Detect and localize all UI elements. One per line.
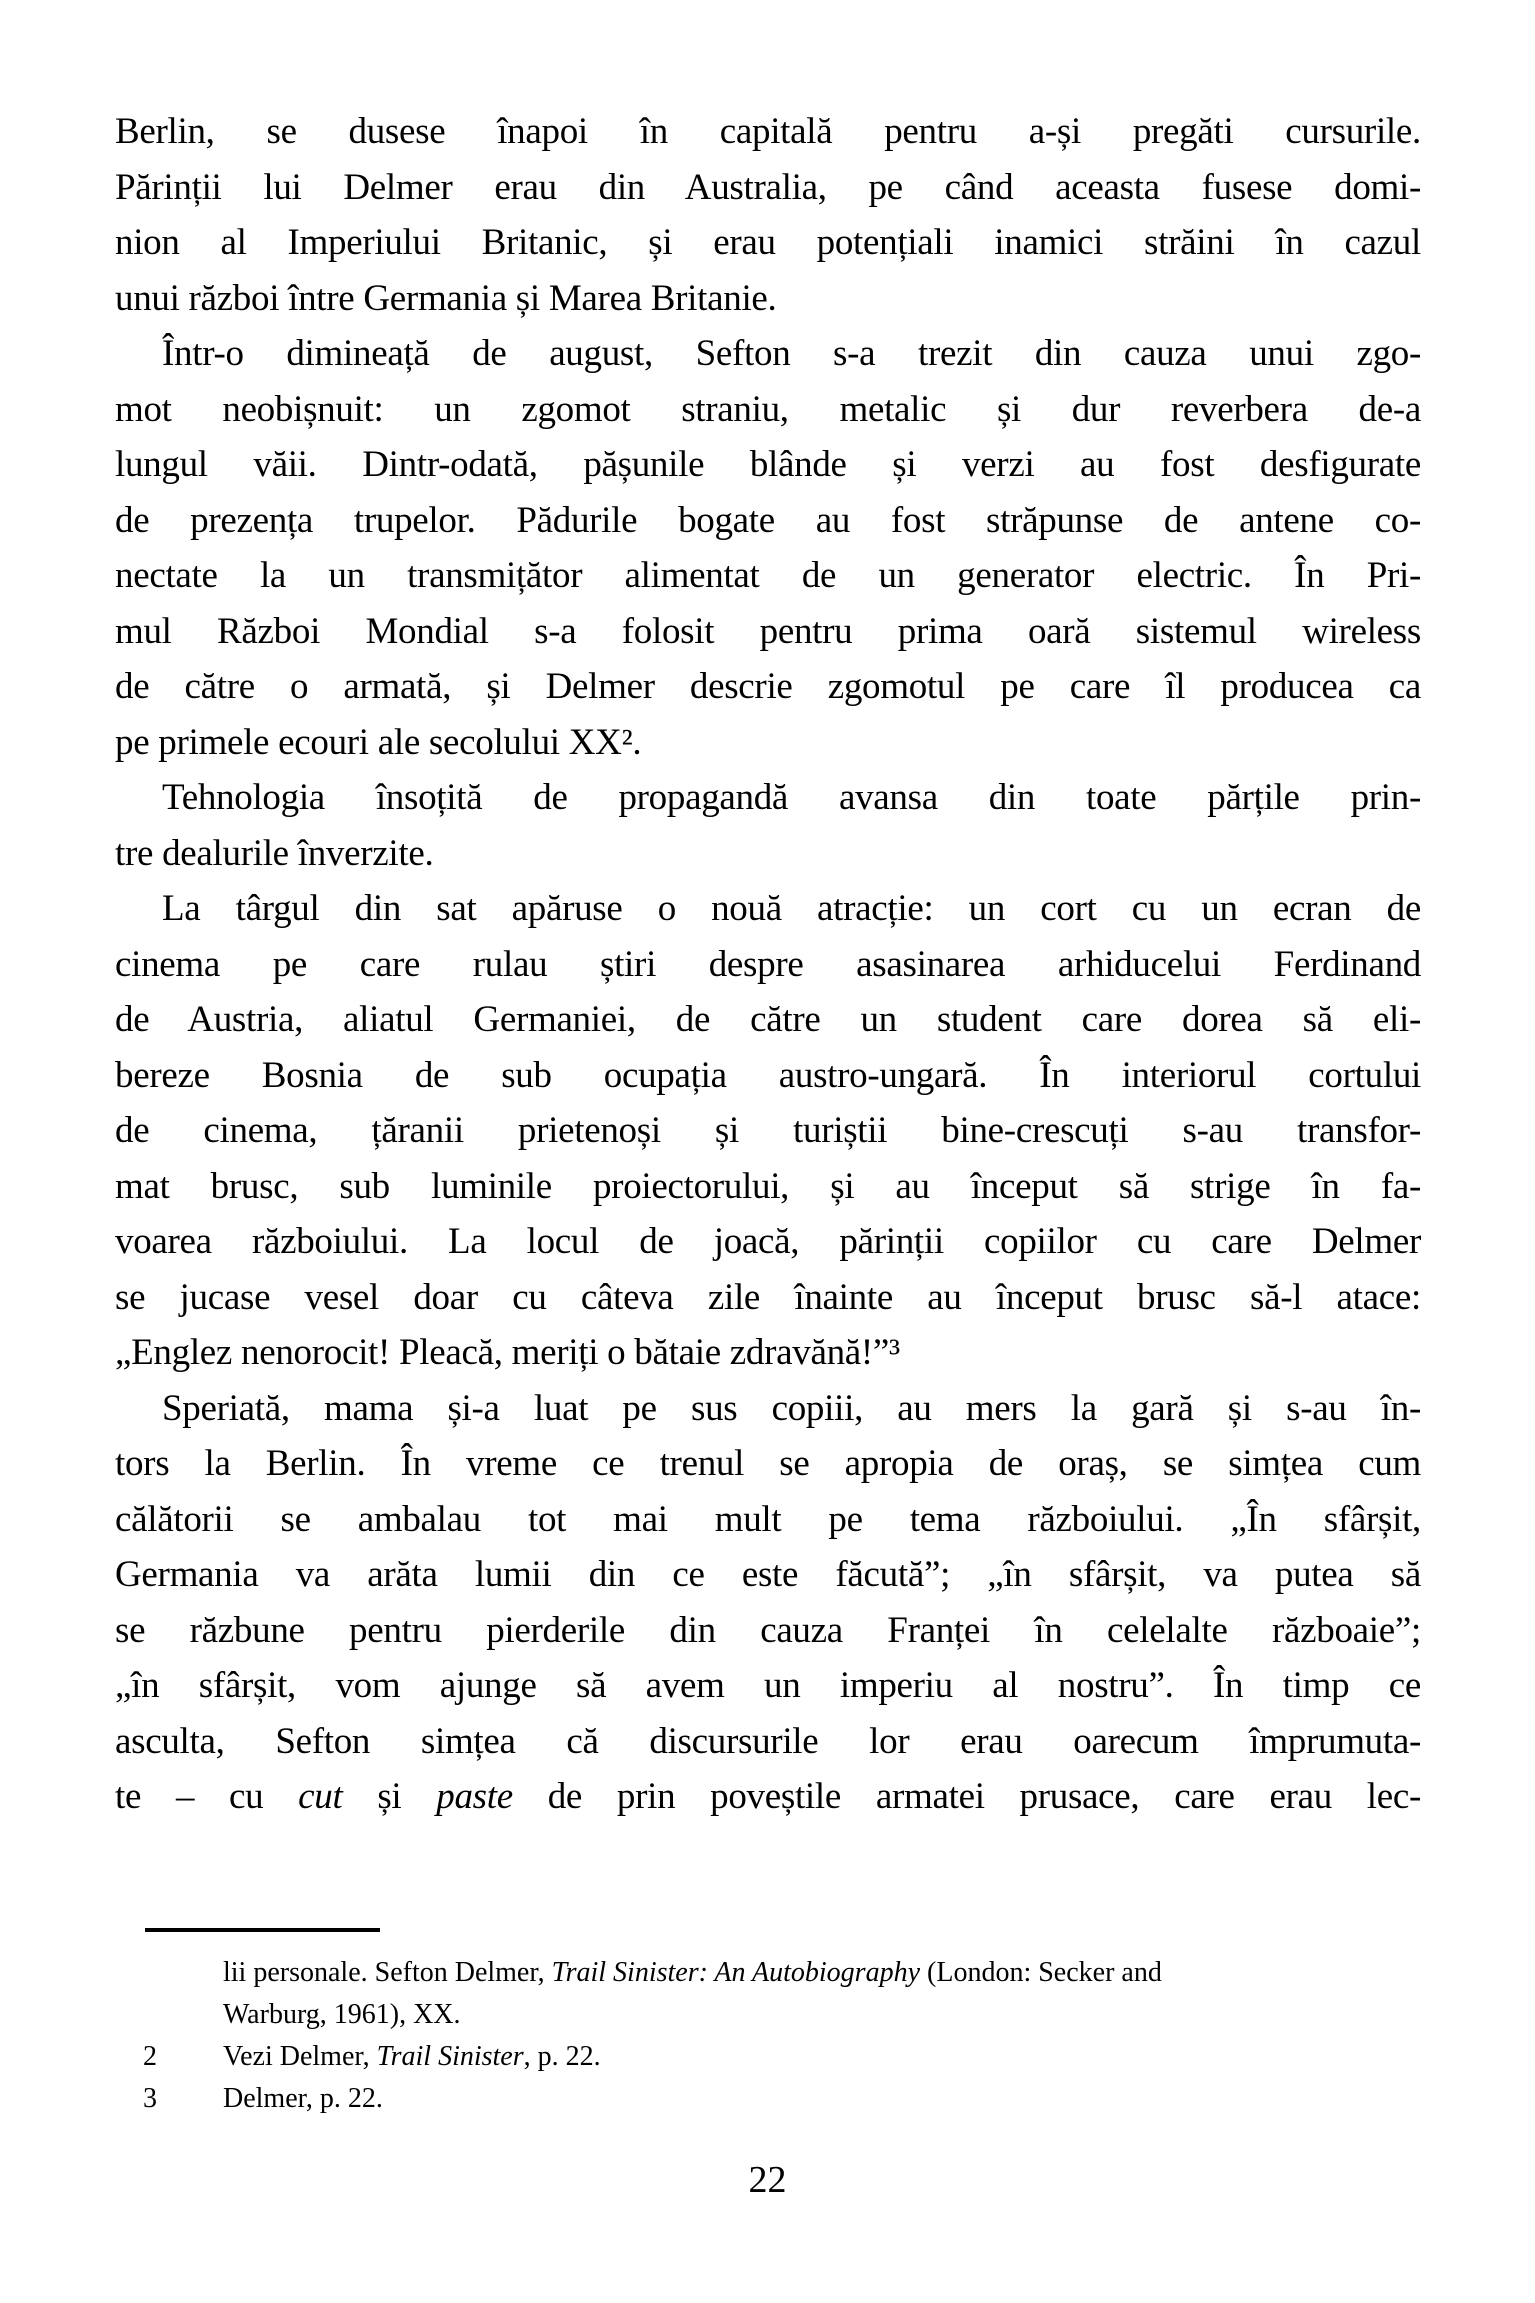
text-line: se răzbune pentru pierderile din cauza Franței în celelalte războaie”; — [115, 1609, 1421, 1651]
text-line: lungul văii. Dintr-odată, pășunile blânde și verzi au fost desfigurate — [115, 444, 1421, 485]
text-line: Speriată, mama și-a luat pe sus copiii, au mers la gară și s-au în- — [162, 1387, 1421, 1429]
footnote-marker: 3 — [143, 2083, 157, 2114]
text-line: unui război între Germania și Marea Britanie. — [115, 277, 777, 319]
text-line: de către o armată, și Delmer descrie zgomotul pe care îl producea ca — [115, 666, 1421, 707]
footnote-line: 3 Delmer, p. 22. — [115, 2078, 1421, 2120]
footnotes — [115, 1952, 1421, 2120]
text-line: Părinții lui Delmer erau din Australia, pe când aceasta fusese domi- — [115, 166, 1421, 208]
italic-text: paste — [436, 1776, 513, 1817]
text-line: „în sfârșit, vom ajunge să avem un imperiu al nostru”. În timp ce — [115, 1665, 1421, 1706]
text-line: de Austria, aliatul Germaniei, de către un student care dorea să eli- — [115, 999, 1421, 1040]
text-line: asculta, Sefton simțea că discursurile lor erau oarecum împrumuta- — [115, 1720, 1421, 1762]
text-line: Tehnologia însoțită de propagandă avansa din toate părțile prin- — [162, 777, 1421, 818]
text-line: „Englez nenorocit! Pleacă, meriți o bătaie zdravănă!”³ — [115, 1332, 900, 1373]
text-line: călătorii se ambalau tot mai mult pe tema războiului. „În sfârșit, — [115, 1498, 1421, 1540]
text-line: mot neobișnuit: un zgomot straniu, metalic și dur reverbera de-a — [115, 388, 1421, 430]
footnote-marker: 2 — [143, 2041, 157, 2072]
text-line: Berlin, se dusese înapoi în capitală pentru a-și pregăti cursurile. — [115, 111, 1421, 152]
text-line: se jucase vesel doar cu câteva zile înainte au început brusc să-l atace: — [115, 1276, 1421, 1318]
text-line: tors la Berlin. În vreme ce trenul se apropia de oraș, se simțea cum — [115, 1443, 1421, 1484]
footnote-separator — [145, 1928, 380, 1932]
text-line: nion al Imperiului Britanic, și erau potențiali inamici străini în cazul — [115, 222, 1421, 263]
text-line: nectate la un transmițător alimentat de un generator electric. În Pri- — [115, 555, 1421, 596]
footnote-line: lii personale. Sefton Delmer, Trail Sinister: An Autobiography (London: Secker and — [223, 1957, 1162, 1988]
text-line: bereze Bosnia de sub ocupația austro-ungară. În interiorul cortului — [115, 1054, 1421, 1096]
text-line: mat brusc, sub luminile proiectorului, și au început să strige în fa- — [115, 1165, 1421, 1207]
text-line: voarea războiului. La locul de joacă, părinții copiilor cu care Delmer — [115, 1221, 1421, 1262]
text-line: de prezența trupelor. Pădurile bogate au fost străpunse de antene co- — [115, 499, 1421, 541]
body-text — [115, 104, 1421, 1825]
text-line: La târgul din sat apăruse o nouă atracție: un cort cu un ecran de — [162, 888, 1421, 929]
text-line: mul Război Mondial s-a folosit pentru prima oară sistemul wireless — [115, 610, 1421, 652]
footnote-line: 2 Vezi Delmer, Trail Sinister, p. 22. — [115, 2036, 1421, 2078]
text-line: tre dealurile înverzite. — [115, 832, 434, 874]
italic-text: cut — [298, 1776, 343, 1817]
page-number: 22 — [748, 2159, 787, 2201]
text-line: Într-o dimineață de august, Sefton s-a trezit din cauza unui zgo- — [162, 333, 1421, 374]
text-line: cinema pe care rulau știri despre asasinarea arhiducelui Ferdinand — [115, 943, 1421, 985]
text-line: te – cu cut și paste de prin poveștile armatei prusace, care erau lec- — [115, 1776, 1422, 1817]
footnote-line: Warburg, 1961), XX. — [223, 1999, 461, 2030]
text-line: pe primele ecouri ale secolului XX². — [115, 721, 642, 763]
italic-text: Trail Sinister — [376, 2041, 524, 2072]
text-line: Germania va arăta lumii din ce este făcută”; „în sfârșit, va putea să — [115, 1554, 1421, 1595]
italic-text: Trail Sinister: An Autobiography — [551, 1957, 921, 1988]
text-line: de cinema, țăranii prietenoși și turiștii bine-crescuți s-au transfor- — [115, 1110, 1421, 1151]
